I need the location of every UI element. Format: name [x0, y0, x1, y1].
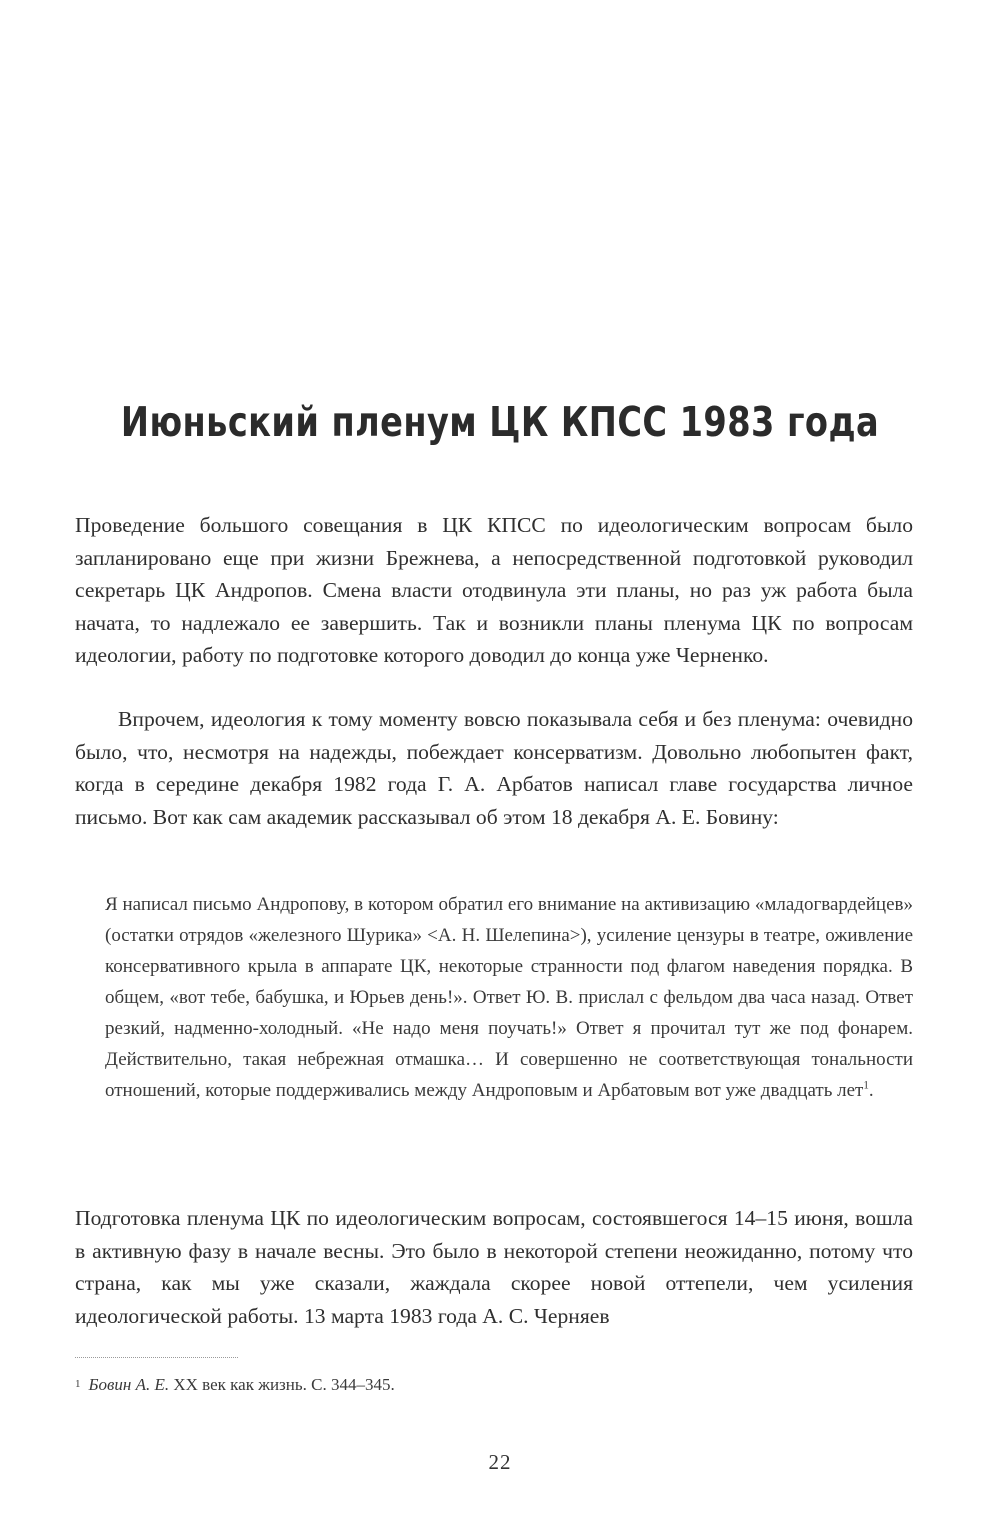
- chapter-title: Июньский пленум ЦК КПСС 1983 года: [120, 398, 880, 446]
- page-number: 22: [488, 1450, 512, 1474]
- footnote-mark: 1: [75, 1378, 81, 1390]
- paragraph-plenum-preparation: Подготовка пленума ЦК по идеологическим вопросам, состоявшегося 14–15 июня, вошла в активную фазу в начале весны. Это было в некоторой степени неожиданно, потому что страна, как мы уже сказали, жаждала скорее новой оттепели, чем усиления идеологической работы. 13 марта 1983 года А. С. Черняев: [75, 1206, 913, 1328]
- footnote: [75, 1372, 913, 1398]
- paragraph-intro: Проведение большого совещания в ЦК КПСС по идеологическим вопросам было запланировано еще при жизни Брежнева, а непосредственной подготовкой руководил секретарь ЦК Андропов. Смена власти отодвинула эти планы, но раз уж работа была начата, то надлежало ее завершить. Так и возникли планы пленума ЦК по вопросам идеологии, работу по подготовке которого доводил до конца уже Черненко.: [75, 513, 913, 668]
- quote-block: Я написал письмо Андропову, в котором обратил его внимание на активизацию «младогвардейцев» (остатки отрядов «железного Шурика» <А. Н. Шелепина>), усиление цензуры в театре, оживление консервативного крыла в аппарате ЦК, некоторые странности под флагом наведения порядка. В общем, «вот тебе, бабушка, и Юрьев день!». Ответ Ю. В. прислал с фельдом два часа назад. Ответ резкий, надменно-холодный. «Не надо меня поучать!» Ответ я прочитал тут же под фонарем. Действительно, такая небрежная отмашка… И совершенно не соответствующая тональности отношений, которые поддерживались между Андроповым и Арбатовым вот уже двадцать лет$^1$.: [105, 894, 913, 1101]
- footnote-divider: [75, 1357, 238, 1358]
- footnote-text: XX век как жизнь. С. 344–345.: [169, 1375, 395, 1394]
- paragraph-arbatov-letter: Впрочем, идеология к тому моменту вовсю показывала себя и без пленума: очевидно было, что, несмотря на надежды, побеждает консерватизм. Довольно любопытен факт, когда в середине декабря 1982 года Г. А. Арбатов написал главе государства личное письмо. Вот как сам академик рассказывал об этом 18 декабря А. Е. Бовину:: [75, 707, 913, 829]
- footnote-reference[interactable]: 1: [863, 1079, 869, 1092]
- footnote-author: Бовин А. Е.: [88, 1375, 170, 1394]
- quote-text: Я написал письмо Андропову, в котором обратил его внимание на активизацию «младогвардейцев» (остатки отрядов «железного Шурика» <А. Н. Шелепина>), усиление цензуры в театре, оживление консервативного крыла в аппарате ЦК, некоторые странности под флагом наведения порядка. В общем, «вот тебе, бабушка, и Юрьев день!». Ответ Ю. В. прислал с фельдом два часа назад. Ответ резкий, надменно-холодный. «Не надо меня поучать!» Ответ я прочитал тут же под фонарем. Действительно, такая небрежная отмашка… И совершенно не соответствующая тональности отношений, которые поддерживались между Андроповым и Арбатовым вот уже двадцать лет: [105, 894, 913, 1101]
